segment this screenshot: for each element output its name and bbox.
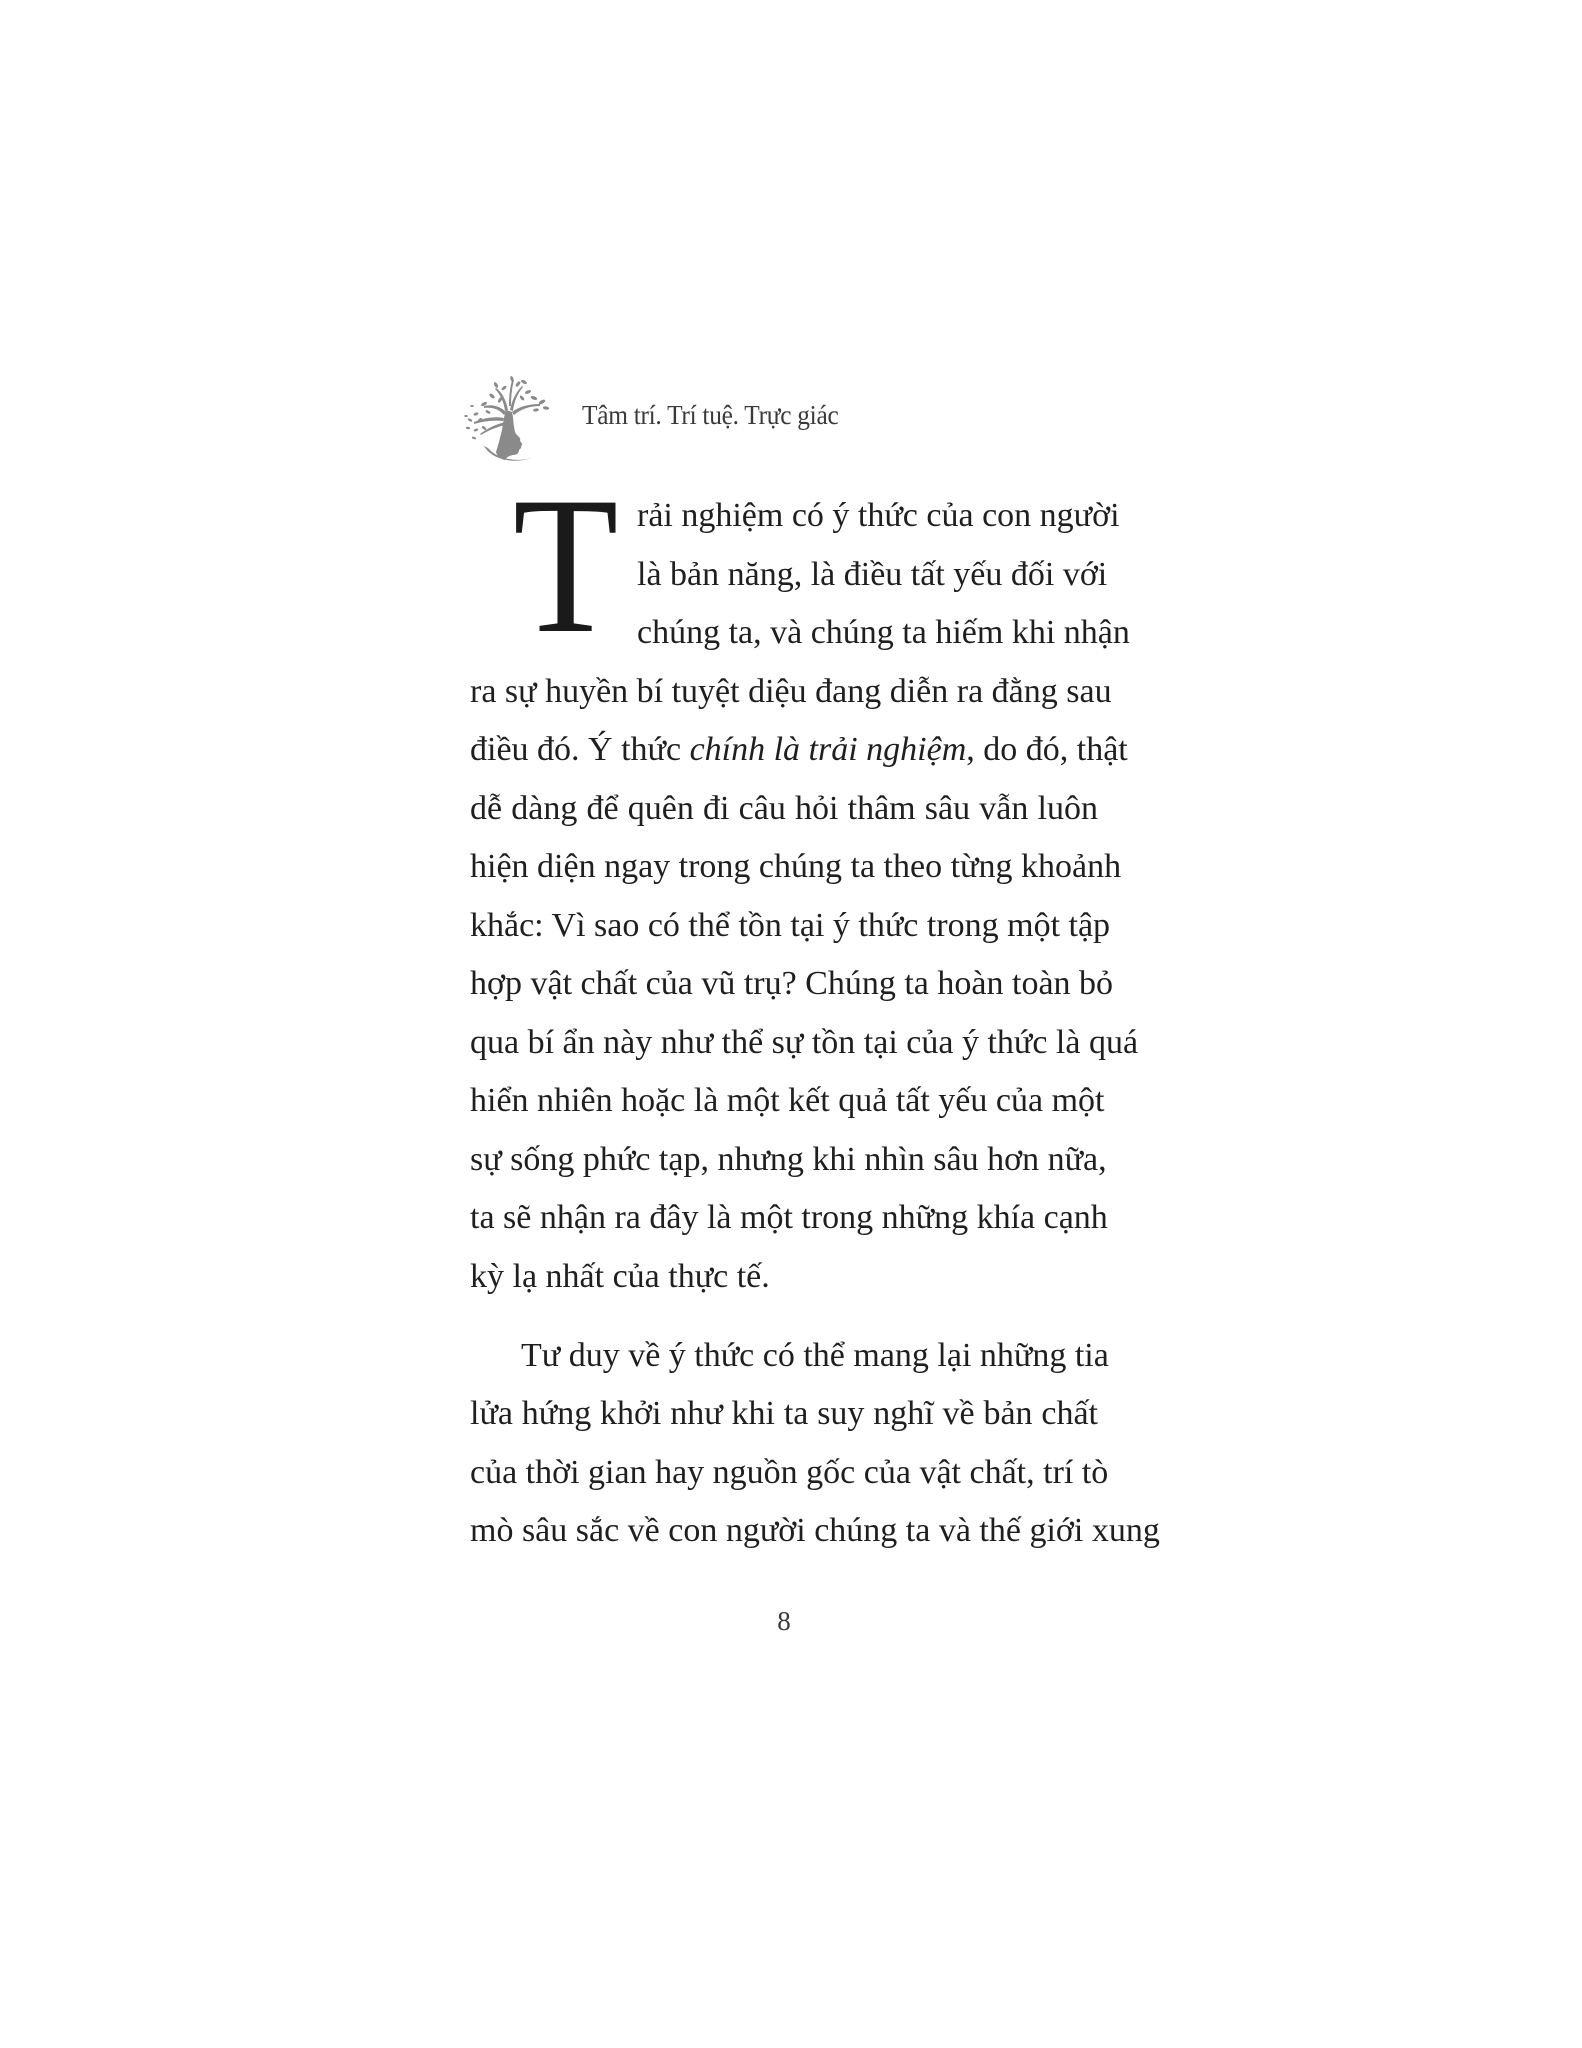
text-line [470,964,1114,1004]
line-text: qua bí ẩn này như thể sự tồn tại của ý thức là quá [470,1023,1139,1061]
text-line [470,730,1128,770]
line-text: ra sự huyền bí tuyệt diệu đang diễn ra đằng sau [470,672,1112,710]
text-line [470,1257,1098,1297]
line-text: sự sống phức tạp, nhưng khi nhìn sâu hơn nữa, [470,1140,1107,1178]
line-text: , do đó, thật [966,731,1128,768]
line-text: điều đó. Ý thức [470,731,690,768]
text-line [470,1140,1107,1180]
line-text: dễ dàng để quên đi câu hỏi thâm sâu vẫn luôn [470,789,1098,827]
line-text: hiển nhiên hoặc là một kết quả tất yếu của một [470,1082,1105,1119]
line-text: rải nghiệm có ý thức của con người [637,497,1120,534]
running-head [460,372,880,464]
emphasis-text: chính là trải nghiệm [689,731,967,768]
line-text: hợp vật chất của vũ trụ? Chúng ta hoàn toàn bỏ [470,965,1114,1002]
line-text: khắc: Vì sao có thể tồn tại ý thức trong một tập [470,906,1111,944]
text-line [637,555,1108,595]
tree-head-profile-icon [462,376,554,462]
running-head-title: Tâm trí. Trí tuệ. Trực giác [582,400,839,430]
text-line [470,1023,1139,1063]
text-line [470,1394,1098,1434]
line-text: ta sẽ nhận ra đây là một trong những khía cạnh [470,1199,1108,1236]
line-text: lửa hứng khởi như khi ta suy nghĩ về bản chất [470,1395,1098,1432]
text-line [470,1511,1160,1551]
drop-cap: T [513,457,619,674]
text-line [521,1336,1109,1376]
text-line [637,613,1130,653]
text-line [470,672,1112,712]
line-text: hiện diện ngay trong chúng ta theo từng khoảnh [470,848,1122,885]
text-line [470,1453,1109,1493]
line-text: mò sâu sắc về con người chúng ta và thế giới xung [470,1512,1160,1549]
text-line [470,906,1111,946]
text-line [470,1081,1105,1121]
text-line [470,789,1098,829]
text-line [470,847,1122,887]
line-text: Tư duy về ý thức có thể mang lại những tia [521,1336,1109,1374]
text-line [470,1198,1108,1238]
line-text: chúng ta, và chúng ta hiếm khi nhận [637,614,1130,651]
line-text: là bản năng, là điều tất yếu đối với [637,555,1108,593]
page-number: 8 [777,1606,791,1636]
text-line [637,496,1120,536]
line-text: của thời gian hay nguồn gốc của vật chất, trí tò [470,1453,1109,1491]
line-text: kỳ lạ nhất của thực tế. [470,1257,770,1295]
